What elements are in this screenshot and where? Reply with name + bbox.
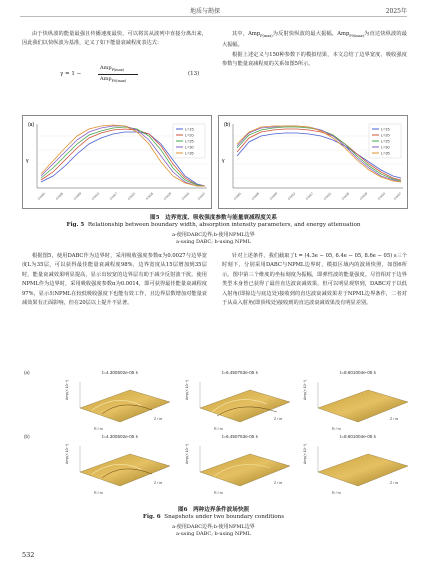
- fig6-b1-time: t=4.300502e-05 s: [102, 434, 138, 439]
- page-number: 532: [22, 551, 35, 559]
- right-paragraph-2: 针对上述条件，我们截取了t = (4.3e − 05, 6.4e − 05, 8.6e − 05) s三个时刻下，分别采用DABC与NPML边界时，模拟区域内的波场快照，如图6所示。图中第三个维度的坐标刻度为振幅，即弹性波的能量强度。尽管相对于边界类型本身皆已获得了最佳直达波衰减效果，但可以明显观察到，DABC对于以低入射角(即掠边与底边处)接收到的直达波衰减效果差于NPML边界条件，二者对于从高入射角(即顶线处)接收到的直达波衰减效果没有明显差别。: [222, 253, 407, 307]
- svg-text:0.0029: 0.0029: [358, 191, 369, 201]
- fig5b-legend-l25: L=25: [381, 139, 390, 144]
- svg-text:0.0013: 0.0013: [90, 191, 101, 201]
- fig6-row-a-label: (a): [24, 370, 30, 375]
- svg-text:0.0025: 0.0025: [340, 191, 351, 201]
- fig5-caption-cn: 图5 边界宽度、吸收强度参数与能量衰减程度关系: [150, 215, 277, 221]
- fig6-a1-surface: [80, 382, 170, 422]
- fig5-panel-a: [22, 115, 212, 209]
- fig6-b3-surface: [318, 446, 408, 486]
- svg-text:0.0013: 0.0013: [286, 191, 297, 201]
- fig6-b3-zlabel: Amp(× 10⁻⁴): [303, 443, 307, 464]
- svg-text:0.0009: 0.0009: [268, 191, 279, 201]
- fig6-sub-cn: a-使用DABC边界;b-使用NPML边界: [172, 524, 255, 530]
- fig6-figure: [22, 368, 409, 498]
- fig6-a3-ylabel: Z / m: [390, 417, 399, 421]
- fig5a-legend-l25: L=25: [185, 139, 194, 144]
- fig6-surfaces: [22, 368, 409, 498]
- fig6-b1-xlabel: R / m: [94, 491, 103, 495]
- fig6-sub-en: a-using DABC; b-using NPML: [175, 531, 252, 537]
- fig5-panel-b: [218, 115, 408, 209]
- formula-13: γ = 1 − Amp$_{P(max)}$ Amp$_{P0(max)}$ (13): [60, 65, 200, 83]
- fig6-b1-surface: [80, 446, 170, 486]
- fig6-a2-xlabel: R / m: [214, 427, 223, 431]
- fig5b-ylabel: γ: [222, 158, 225, 164]
- fig6-caption-cn: 图6 两种边界条件波场快照: [177, 507, 250, 513]
- fig6-b2-time: t=6.450753e-05 s: [222, 434, 258, 439]
- fig6-b3-xlabel: R / m: [332, 491, 341, 495]
- fig5a-label: (a): [28, 122, 35, 128]
- fig5-caption-en: Fig. 5 Relationship between boundary width, absorption intensity parameters, and energy attenuation: [66, 222, 361, 228]
- equation-number: (13): [188, 71, 200, 77]
- svg-text:0.0017: 0.0017: [108, 191, 119, 201]
- fig6-b1-zlabel: Amp(× 10⁻⁴): [65, 443, 69, 464]
- svg-text:0.0033: 0.0033: [180, 191, 191, 201]
- fig6-a3-xlabel: R / m: [332, 427, 341, 431]
- right-paragraph-1: 其中，Amp$_{P(max)}$为反射快纵波的最大振幅，Amp$_{P0(max)}$为直达快纵波的最大振幅。 根据上述定义与150种参数下的模拟结果，本文总结了边界宽度、吸收强度参数与能量衰减程度的关系如图5所示。: [222, 31, 407, 68]
- left-paragraph-1: 由于快纵波的能量最强且传播速度最快，可以将其从波列中直接分离出来，因此我们以快纵波为基准，定义了如下能量衰减程度表达式：: [22, 31, 207, 47]
- fig6-caption-en: Fig. 6 Snapshots under two boundary conditions: [142, 514, 285, 520]
- fig6-b3-ylabel: Z / m: [390, 481, 399, 485]
- fig5a-legend-l30: L=30: [185, 145, 194, 150]
- fig6-b3-time: t=8.601004e-05 s: [340, 434, 376, 439]
- svg-text:0.0001: 0.0001: [36, 191, 47, 201]
- fig6-a3-zlabel: Amp(× 10⁻⁴): [303, 379, 307, 400]
- fig5-sub-cn: a-使用DABC边界;b-使用NPML边界: [172, 232, 255, 238]
- fig6-a1-zlabel: Amp(× 10⁻⁴): [65, 379, 69, 400]
- fig5b-chart: [219, 116, 407, 208]
- fig6-a3-surface: [318, 382, 408, 422]
- fraction-bar: [98, 74, 138, 75]
- svg-text:0.0009: 0.0009: [72, 191, 83, 201]
- fig6-b2-ylabel: Z / m: [274, 481, 283, 485]
- svg-text:0.0025: 0.0025: [144, 191, 155, 201]
- fig6-a1-xlabel: R / m: [94, 427, 103, 431]
- svg-text:0.0017: 0.0017: [304, 191, 315, 201]
- fig6-a2-surface: [200, 382, 290, 422]
- svg-text:0.0033: 0.0033: [376, 191, 387, 201]
- fig6-b2-surface: [200, 446, 290, 486]
- fig6-a1-time: t=4.300502e-05 s: [102, 370, 138, 375]
- svg-text:0.0021: 0.0021: [126, 191, 137, 201]
- fig5b-legend-l15: L=15: [381, 127, 390, 132]
- svg-text:0.0037: 0.0037: [392, 191, 403, 201]
- fig5a-chart: [23, 116, 211, 208]
- fig6-a2-time: t=6.450753e-05 s: [222, 370, 258, 375]
- fig5b-legend-l20: L=20: [381, 133, 390, 138]
- svg-text:0.0001: 0.0001: [232, 191, 243, 201]
- left-paragraph-2: 根据图5，使用DABC作为边界时，采用吸收强度参数α为0.0027与边界宽度L为35层，可以获得最佳能量衰减程度98%，边界宽度从15层增加到35层时，能量衰减效果明显提高，显示出较宽的边界层有助于减少反射波干扰。使用NPML作为边界时，采用吸收强度参数α为0.0014，即可获得最佳能量衰减程度97%，显示出NPML在较低吸收强度下也能有效工作，且边界层数增加对能量衰减效果有正面影响，但在20层以上提升不显著。: [22, 253, 207, 307]
- fig6-b2-xlabel: R / m: [214, 491, 223, 495]
- fig6-row-b-label: (b): [24, 434, 30, 439]
- year: 2025年: [385, 8, 407, 15]
- fig6-a3-time: t=8.601004e-05 s: [340, 370, 376, 375]
- fig6-a2-zlabel: Amp(× 10⁻⁴): [185, 379, 189, 400]
- fig5a-legend-l15: L=15: [185, 127, 194, 132]
- fig5a-legend-l35: L=35: [185, 151, 194, 156]
- fig6-a1-ylabel: Z / m: [154, 417, 163, 421]
- fig5b-label: (b): [224, 122, 231, 128]
- fig6-b2-zlabel: Amp(× 10⁻⁴): [185, 443, 189, 464]
- svg-text:0.0029: 0.0029: [162, 191, 173, 201]
- fig5b-legend-l30: L=30: [381, 145, 390, 150]
- fig6-a2-ylabel: Z / m: [274, 417, 283, 421]
- svg-text:0.0037: 0.0037: [196, 191, 207, 201]
- svg-text:0.0021: 0.0021: [322, 191, 333, 201]
- journal-name: 地质与勘探: [190, 8, 221, 15]
- fig5a-legend-l20: L=20: [185, 133, 194, 138]
- fig5b-legend-l35: L=35: [381, 151, 390, 156]
- svg-text:0.0005: 0.0005: [54, 191, 65, 201]
- fig5a-ylabel: γ: [26, 158, 29, 164]
- fig5-sub-en: a-using DABC; b-using NPML: [175, 239, 252, 245]
- fig6-b1-ylabel: Z / m: [154, 481, 163, 485]
- header-rule: [20, 16, 407, 17]
- svg-text:0.0005: 0.0005: [250, 191, 261, 201]
